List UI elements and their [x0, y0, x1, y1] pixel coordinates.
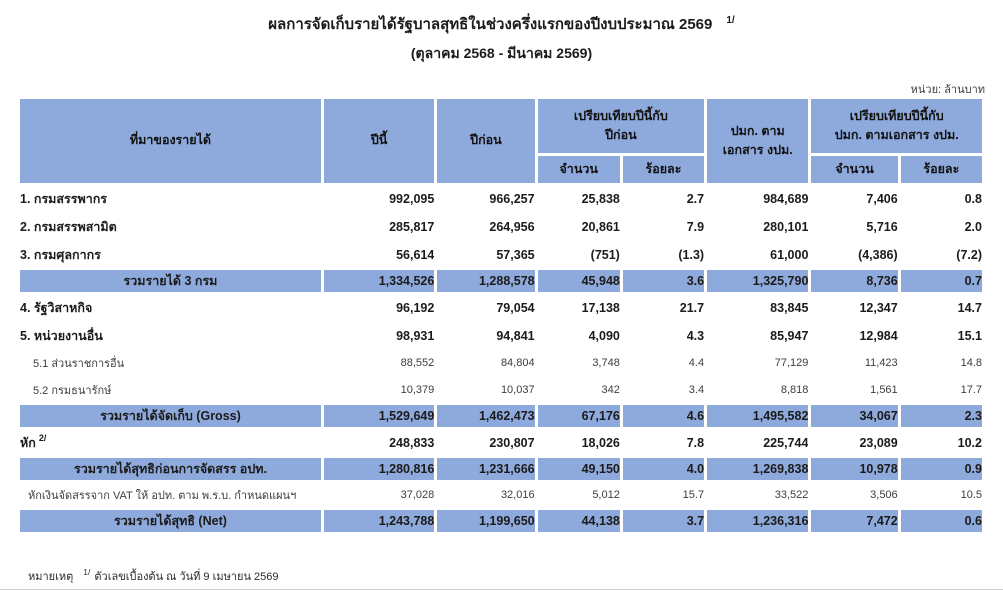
footnote-label: หมายเหตุ — [28, 571, 74, 583]
row-label-text: รวมรายได้สุทธิก่อนการจัดสรร อปท. — [73, 462, 267, 476]
cell-yoy-percent: 7.9 — [686, 219, 705, 234]
cell-vs-budget-amount: 11,423 — [864, 357, 898, 369]
cell-last-year: 1,462,473 — [437, 405, 534, 427]
cell-vs-budget-percent: 10.5 — [960, 489, 982, 501]
cell-vs-budget-amount: 7,472 — [811, 510, 897, 532]
col-header-vs-last-year — [538, 99, 705, 153]
cell-yoy-amount: 17,138 — [581, 300, 620, 315]
cell-vs-budget-percent: 15.1 — [957, 328, 982, 343]
cell-this-year: 1,243,788 — [324, 510, 434, 532]
cell-yoy-amount: 67,176 — [538, 405, 620, 427]
row-label — [20, 295, 321, 320]
row-label — [20, 270, 321, 292]
cell-vs-budget-amount: 8,736 — [811, 270, 897, 292]
col-header-last-year: ปีก่อน — [437, 99, 534, 183]
cell-yoy-amount: 3,748 — [592, 357, 620, 369]
table-row-customs-dept — [20, 242, 982, 267]
row-label — [20, 378, 321, 402]
cell-budget-estimate: 225,744 — [763, 435, 809, 450]
cell-yoy-percent: 4.3 — [686, 328, 705, 343]
cell-yoy-amount: 20,861 — [581, 219, 620, 234]
budget-estimate-line2: เอกสาร งปม. — [722, 143, 793, 157]
col-header-vs-budget-percent: ร้อยละ — [901, 156, 982, 183]
cell-yoy-percent: 2.7 — [686, 191, 705, 206]
cell-budget-estimate: 280,101 — [763, 219, 809, 234]
col-header-vs-budget — [811, 99, 982, 153]
cell-this-year: 248,833 — [389, 435, 435, 450]
cell-last-year: 1,288,578 — [437, 270, 534, 292]
cell-vs-budget-percent: (7.2) — [956, 247, 982, 262]
cell-vs-budget-amount: 34,067 — [811, 405, 897, 427]
footnote-text: ตัวเลขเบื้องต้น ณ วันที่ 9 เมษายน 2569 — [94, 571, 279, 583]
table-row-revenue-dept — [20, 186, 982, 211]
row-label-superscript: 2/ — [38, 433, 47, 444]
cell-last-year: 1,231,666 — [437, 458, 534, 480]
cell-budget-estimate: 83,845 — [770, 300, 809, 315]
col-header-source: ที่มาของรายได้ — [20, 99, 321, 183]
cell-last-year: 94,841 — [496, 328, 535, 343]
vs-last-year-line2: ปีก่อน — [605, 128, 637, 142]
cell-budget-estimate: 1,495,582 — [707, 405, 808, 427]
unit-label: หน่วย: ล้านบาท — [910, 84, 985, 96]
cell-vs-budget-percent: 2.0 — [964, 219, 982, 234]
cell-yoy-amount: 25,838 — [581, 191, 620, 206]
cell-vs-budget-amount: 3,506 — [870, 489, 898, 501]
vs-budget-line1: เปรียบเทียบปีนี้กับ — [849, 108, 944, 123]
cell-last-year: 966,257 — [489, 191, 535, 206]
cell-vs-budget-amount: 12,347 — [859, 300, 898, 315]
cell-yoy-percent: 7.8 — [686, 435, 705, 450]
cell-vs-budget-percent: 10.2 — [957, 435, 982, 450]
cell-budget-estimate: 77,129 — [774, 357, 809, 369]
budget-estimate-line1: ปมก. ตาม — [730, 123, 785, 138]
row-label — [20, 186, 321, 211]
cell-vs-budget-percent: 0.6 — [901, 510, 982, 532]
row-label-text: 5. หน่วยงานอื่น — [20, 328, 103, 343]
cell-vs-budget-amount: 12,984 — [859, 328, 898, 343]
cell-yoy-amount: 49,150 — [538, 458, 620, 480]
cell-vs-budget-amount: 7,406 — [866, 191, 898, 206]
cell-yoy-amount: 18,026 — [581, 435, 620, 450]
cell-vs-budget-percent: 14.8 — [960, 357, 982, 369]
table-row-excise-dept — [20, 214, 982, 239]
cell-yoy-percent: 4.4 — [688, 357, 705, 369]
table-row-state-enterprises — [20, 295, 982, 320]
cell-this-year: 1,529,649 — [324, 405, 434, 427]
cell-last-year: 79,054 — [496, 300, 535, 315]
row-label — [20, 483, 321, 507]
cell-this-year: 285,817 — [389, 219, 435, 234]
cell-this-year: 10,379 — [400, 384, 435, 396]
cell-yoy-percent: 3.7 — [623, 510, 704, 532]
row-label-text: 4. รัฐวิสาหกิจ — [20, 300, 93, 315]
row-label — [20, 458, 321, 480]
cell-budget-estimate: 85,947 — [770, 328, 809, 343]
cell-yoy-amount: 5,012 — [592, 489, 620, 501]
cell-budget-estimate: 1,325,790 — [707, 270, 808, 292]
cell-vs-budget-percent: 17.7 — [960, 384, 982, 396]
cell-yoy-amount: 44,138 — [538, 510, 620, 532]
cell-yoy-amount: 4,090 — [588, 328, 620, 343]
cell-budget-estimate: 61,000 — [770, 247, 809, 262]
page-title-superscript: 1/ — [726, 15, 735, 26]
row-label-text: รวมรายได้สุทธิ (Net) — [114, 514, 227, 528]
footnote — [28, 567, 279, 585]
cell-yoy-percent: 4.6 — [623, 405, 704, 427]
cell-this-year: 56,614 — [396, 247, 435, 262]
row-label-text: รวมรายได้ 3 กรม — [123, 274, 218, 288]
table-row-net-before-allocation — [20, 458, 982, 480]
cell-budget-estimate: 8,818 — [780, 384, 809, 396]
cell-last-year: 57,365 — [496, 247, 535, 262]
row-label — [20, 351, 321, 375]
cell-vs-budget-percent: 2.3 — [901, 405, 982, 427]
cell-yoy-percent: 21.7 — [679, 300, 705, 315]
cell-yoy-percent: 3.4 — [688, 384, 705, 396]
row-label — [20, 242, 321, 267]
cell-last-year: 264,956 — [489, 219, 535, 234]
row-label-text: 5.1 ส่วนราชการอื่น — [33, 358, 125, 370]
row-label-text: 2. กรมสรรพสามิต — [20, 219, 117, 234]
cell-vs-budget-percent: 0.9 — [901, 458, 982, 480]
row-label-text: หักเงินจัดสรรจาก VAT ให้ อปท. ตาม พ.ร.บ. กำหนดแผนฯ — [28, 490, 297, 502]
table-row-total-gross — [20, 405, 982, 427]
row-label-text: 1. กรมสรรพากร — [20, 191, 108, 206]
cell-budget-estimate: 1,269,838 — [707, 458, 808, 480]
cell-yoy-percent: 15.7 — [682, 489, 705, 501]
table-row-treasury-dept — [20, 378, 982, 402]
row-label — [20, 405, 321, 427]
cell-this-year: 96,192 — [396, 300, 435, 315]
cell-yoy-amount: (751) — [590, 247, 620, 262]
cell-this-year: 992,095 — [389, 191, 435, 206]
vs-last-year-line1: เปรียบเทียบปีนี้กับ — [573, 108, 668, 123]
col-header-budget-estimate — [707, 99, 808, 183]
col-header-yoy-amount: จำนวน — [538, 156, 620, 183]
cell-yoy-amount: 342 — [601, 384, 620, 396]
cell-this-year: 98,931 — [396, 328, 435, 343]
footnote-superscript: 1/ — [83, 567, 91, 578]
table-row-total-3-depts — [20, 270, 982, 292]
row-label-text: 5.2 กรมธนารักษ์ — [33, 385, 112, 397]
table-row-deductions — [20, 430, 982, 455]
cell-budget-estimate: 1,236,316 — [707, 510, 808, 532]
cell-vs-budget-amount: (4,386) — [858, 247, 898, 262]
cell-vs-budget-percent: 0.7 — [901, 270, 982, 292]
cell-this-year: 1,280,816 — [324, 458, 434, 480]
page-subtitle: (ตุลาคม 2568 - มีนาคม 2569) — [410, 44, 593, 61]
table-row-total-net — [20, 510, 982, 532]
cell-yoy-percent: (1.3) — [678, 247, 705, 262]
row-label-text: รวมรายได้จัดเก็บ (Gross) — [100, 409, 241, 423]
cell-vs-budget-amount: 23,089 — [859, 435, 898, 450]
row-label — [20, 510, 321, 532]
cell-last-year: 10,037 — [500, 384, 535, 396]
page-title — [0, 13, 1003, 37]
cell-last-year: 32,016 — [500, 489, 535, 501]
cell-vs-budget-percent: 14.7 — [957, 300, 982, 315]
row-label-text: หัก — [20, 435, 36, 450]
row-label — [20, 214, 321, 239]
cell-vs-budget-percent: 0.8 — [964, 191, 982, 206]
cell-this-year: 88,552 — [400, 357, 435, 369]
cell-yoy-percent: 4.0 — [623, 458, 704, 480]
cell-vs-budget-amount: 1,561 — [870, 384, 898, 396]
cell-last-year: 84,804 — [500, 357, 535, 369]
revenue-table — [17, 96, 985, 535]
row-label — [20, 323, 321, 348]
cell-last-year: 230,807 — [489, 435, 535, 450]
table-row-vat-allocation — [20, 483, 982, 507]
row-label — [20, 430, 321, 455]
cell-last-year: 1,199,650 — [437, 510, 534, 532]
cell-yoy-percent: 3.6 — [623, 270, 704, 292]
vs-budget-line2: ปมก. ตามเอกสาร งปม. — [834, 128, 959, 142]
cell-budget-estimate: 984,689 — [763, 191, 809, 206]
cell-budget-estimate: 33,522 — [774, 489, 809, 501]
header-row-groups — [20, 99, 982, 153]
page-title-text: ผลการจัดเก็บรายได้รัฐบาลสุทธิในช่วงครึ่งแรกของปีงบประมาณ 2569 — [268, 16, 713, 33]
cell-this-year: 37,028 — [400, 489, 435, 501]
table-row-other-agencies — [20, 323, 982, 348]
cell-vs-budget-amount: 5,716 — [866, 219, 898, 234]
col-header-this-year: ปีนี้ — [324, 99, 434, 183]
cell-yoy-amount: 45,948 — [538, 270, 620, 292]
cell-vs-budget-amount: 10,978 — [811, 458, 897, 480]
col-header-yoy-percent: ร้อยละ — [623, 156, 704, 183]
col-header-vs-budget-amount: จำนวน — [811, 156, 897, 183]
row-label-text: 3. กรมศุลกากร — [20, 247, 101, 262]
table-row-other-govt-units — [20, 351, 982, 375]
title-block — [0, 0, 1003, 64]
cell-this-year: 1,334,526 — [324, 270, 434, 292]
